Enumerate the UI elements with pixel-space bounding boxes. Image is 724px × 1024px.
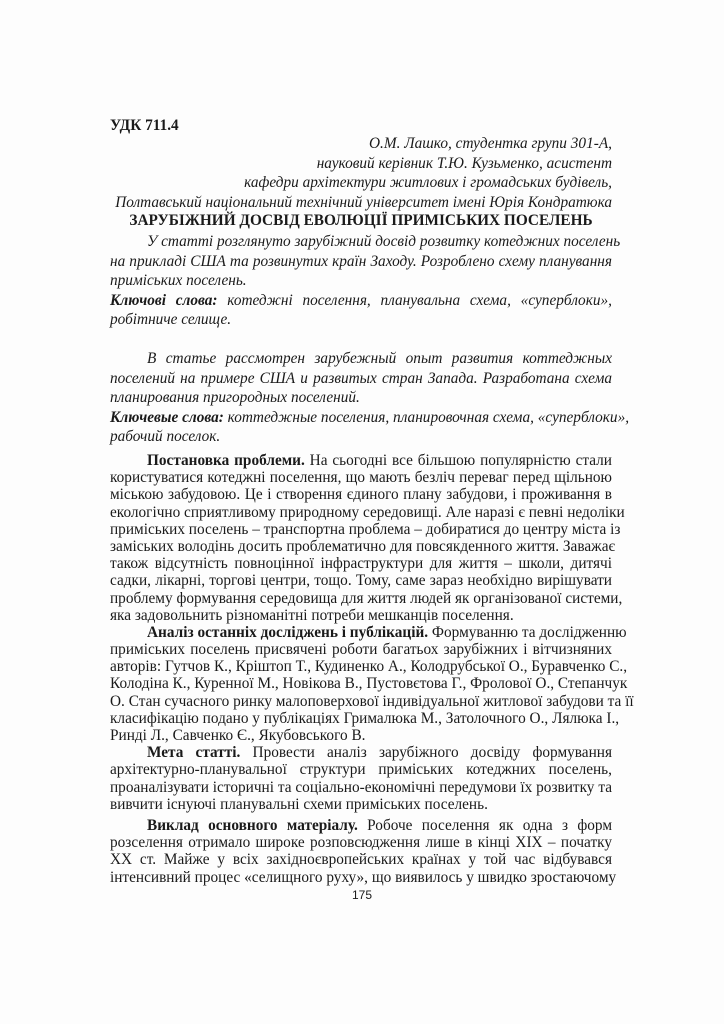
paragraph-line: класифікацію подано у публікаціях Грималюка М., Затолочного О., Лялюка І., (110, 709, 620, 727)
paragraph-line: також відсутність повноцінної інфраструктури для життя – школи, дитячі (110, 555, 612, 573)
paragraph-line: вивчити існуючі планувальні схеми приміських поселень. (110, 795, 488, 813)
author-line: науковий керівник Т.Ю. Кузьменко, асистент (316, 154, 612, 172)
author-line: кафедри архітектури житлових і громадських будівель, (244, 174, 612, 192)
paragraph-line: яка задовольнить різноманітні потреби мешканців поселення. (110, 606, 514, 624)
keywords-text: коттеджные поселения, планировочная схема, «суперблоки», (223, 408, 630, 426)
keywords-label: Ключові слова: (110, 291, 218, 309)
paragraph-line: інтенсивний процес «селищного руху», що виявилось у швидко зростаючому (110, 868, 617, 886)
paragraph-line: проаналізувати історичні та соціально-економічні передумови їх розвитку та (110, 778, 612, 796)
paragraph-line (110, 817, 612, 834)
line-text: Формуванню та дослідженню (428, 623, 627, 641)
paragraph-line: приміських поселень присвячені роботи багатьох зарубіжних і вітчизняних (110, 641, 612, 659)
line-text: На сьогодні все більшою популярністю стали (304, 452, 612, 469)
paragraph-line: користуватися котеджні поселення, що мають безліч переваг перед щільною (110, 469, 612, 487)
paragraph-line: приміських поселень – транспортна проблема – добиратися до центру міста із (110, 520, 621, 538)
keywords-line (110, 291, 612, 311)
section-literature-review (110, 623, 634, 744)
paragraph-line (110, 623, 627, 641)
paragraph-line: заміських володінь досить проблематично для повсякденного життя. Заважає (110, 537, 616, 555)
keywords-label: Ключевые слова: (110, 408, 224, 426)
paragraph-line: Колодіна К., Куренної М., Новікова В., Пустовєтова Г., Фролової О., Степанчук (110, 675, 628, 693)
author-line: О.М. Лашко, студентка групи 301-А, (368, 135, 612, 152)
paragraph-line: садки, лікарні, торгові центри, тощо. Тому, саме зараз необхідно вирішувати (110, 572, 612, 590)
body-text (110, 452, 634, 886)
abstract-line: У статті розглянуто зарубіжний досвід розвитку котеджних поселень (147, 233, 621, 250)
section-heading: Виклад основного матеріалу. (147, 816, 358, 834)
section-main-material (110, 816, 617, 886)
section-heading: Мета статті. (147, 744, 241, 762)
paragraph-line (110, 744, 612, 761)
abstract-line: планирования пригородных поселений. (110, 389, 360, 406)
udk-code: УДК 711.4 (110, 117, 179, 134)
article-title: ЗАРУБІЖНИЙ ДОСВІД ЕВОЛЮЦІЇ ПРИМІСЬКИХ ПОСЕЛЕНЬ (129, 212, 593, 229)
paragraph-line: міською забудовою. Це і створення єдиного плану забудови, і проживання в (110, 486, 612, 504)
line-text: Робоче поселення як одна з форм (357, 816, 613, 834)
paragraph-line: Ринді Л., Савченко Є., Якубовського В. (110, 727, 366, 744)
keywords-text: котеджні поселення, планувальна схема, «суперблоки», (217, 291, 612, 309)
abstract-line: В статье рассмотрен зарубежный опыт развития коттеджных (147, 350, 612, 367)
paragraph-line: авторів: Гутчов К., Кріштоп Т., Кудиненко А., Колодрубської О., Буравченко С., (110, 658, 628, 676)
author-info (115, 134, 612, 212)
keywords-line: рабочий поселок. (110, 428, 221, 445)
section-heading: Постановка проблеми. (147, 452, 305, 469)
keywords-line (110, 408, 630, 428)
abstract-line: приміських поселень. (110, 272, 247, 289)
section-problem (110, 452, 625, 624)
abstract-ukrainian (110, 232, 621, 330)
paragraph-line (110, 452, 612, 469)
paragraph-line: О. Стан сучасного ринку малоповерхової індивідуальної житлової забудови та її (110, 692, 634, 710)
paragraph-line: проблему формування середовища для життя людей як організованої системи, (110, 589, 623, 607)
abstract-russian (110, 349, 630, 447)
page-number: 175 (351, 888, 373, 902)
abstract-line: поселений на примере США и развитых стран Запада. Разработана схема (110, 369, 612, 387)
section-aim (110, 744, 612, 813)
line-text: Провести аналіз зарубіжного досвіду формування (240, 744, 612, 762)
section-heading: Аналіз останніх досліджень і публікацій. (147, 623, 429, 641)
keywords-line: робітниче селище. (110, 311, 232, 328)
paragraph-line: екологічно сприятливому природному середовищі. Але наразі є певні недоліки (110, 503, 625, 521)
author-line: Полтавський національний технічний університет імені Юрія Кондратюка (115, 193, 612, 211)
paragraph-line: архітектурно-планувальної структури приміських котеджних поселень, (110, 761, 612, 779)
paragraph-line: розселення отримало широке розповсюдження лише в кінці XIX – початку (110, 834, 612, 852)
paragraph-line: XX ст. Майже у всіх західноєвропейських країнах у той час відбувався (110, 851, 612, 869)
abstract-line: на прикладі США та розвинутих країн Заходу. Розроблено схему планування (110, 252, 612, 270)
